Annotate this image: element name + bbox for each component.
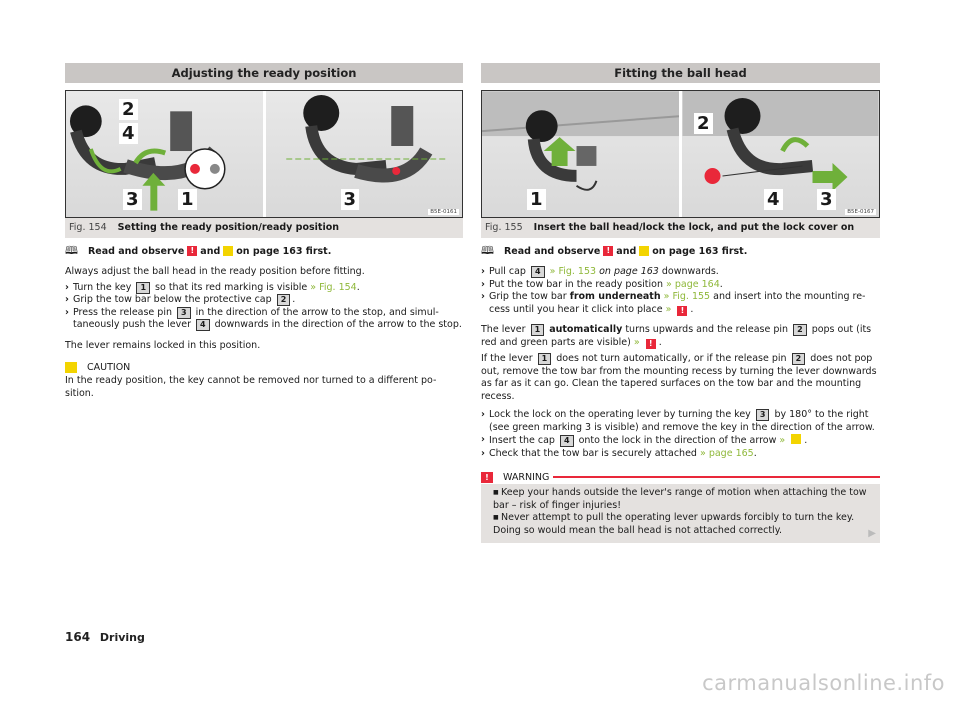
callout-4: 4	[119, 123, 138, 144]
book-icon: 🕮	[481, 243, 494, 257]
figure-154-panel-1	[66, 91, 263, 217]
list-item	[481, 279, 880, 292]
step-text: and insert into the mounting re-cess until you hear it click into place	[489, 291, 866, 315]
page-link[interactable]: » page 164	[666, 278, 720, 290]
caution-link[interactable]: »	[779, 435, 786, 446]
caution-title: CAUTION	[87, 362, 131, 373]
read-observe-and: and	[200, 245, 221, 257]
page-link[interactable]: » page 165	[699, 447, 754, 459]
footer-section: Driving	[99, 631, 145, 644]
step-text: Lock the lock on the operating lever by turning the key	[489, 409, 751, 420]
figure-link[interactable]: » Fig. 154	[310, 281, 357, 293]
page-footer	[65, 630, 145, 644]
steps-list-1	[481, 266, 880, 316]
warning-icon[interactable]: !	[187, 246, 197, 256]
list-item	[481, 487, 880, 512]
step-text: from underneath	[569, 291, 661, 302]
figure-title: Insert the ball head/lock the lock, and put the lock cover on	[533, 222, 855, 233]
warning-text: Never attempt to pull the operating lever upwards forcibly to turn the key. Doing so would mean the ball head is not attached correctly.	[493, 512, 855, 536]
callout-3b: 3	[341, 189, 360, 210]
watermark: carmanualsonline.info	[702, 671, 945, 695]
section-title-right: Fitting the ball head	[481, 63, 880, 83]
section-title-left: Adjusting the ready position	[65, 63, 463, 83]
figure-number: Fig. 155	[485, 222, 523, 233]
figure-caption	[481, 218, 880, 238]
page-number: 164	[65, 630, 91, 644]
read-observe-and: and	[616, 245, 637, 257]
step-text: Pull cap	[489, 266, 526, 277]
step-number: 4	[560, 435, 574, 447]
right-column	[481, 63, 880, 543]
caution-icon[interactable]	[791, 434, 801, 444]
figure-number: Fig. 154	[69, 222, 107, 233]
read-observe-text: Read and observe	[87, 245, 185, 257]
read-and-observe	[481, 244, 880, 258]
steps-list	[65, 282, 463, 332]
step-number: 3	[177, 307, 191, 319]
figure-155	[481, 90, 880, 218]
warning-list	[481, 484, 880, 543]
read-observe-post: on page 163 first.	[652, 245, 748, 257]
figure-155-panel-2	[679, 91, 879, 217]
step-text: in the direction of the arrow to the stop, and simul-taneously push the lever	[73, 306, 439, 330]
step-text: downwards in the direction of the arrow to the stop.	[214, 319, 462, 330]
lever-auto-text	[481, 324, 880, 349]
figure-code: B5E-0167	[847, 209, 874, 215]
list-item	[481, 434, 880, 448]
step-number: 2	[793, 324, 807, 336]
figure-155-panel-1	[482, 91, 679, 217]
read-and-observe	[65, 244, 463, 258]
step-text: so that its red marking is visible	[155, 281, 308, 293]
warning-title: WARNING	[503, 471, 550, 483]
steps-list-2	[481, 409, 880, 460]
ball-head-insert-illustration	[482, 91, 679, 217]
callout-3: 3	[817, 189, 836, 210]
intro-text: Always adjust the ball head in the ready position before fitting.	[65, 266, 365, 277]
text: turns upwards and the release pin	[625, 324, 789, 335]
figure-154	[65, 90, 463, 218]
step-number: 2	[792, 353, 806, 365]
text: The lever	[481, 324, 526, 335]
ball-head-illustration-1	[66, 91, 263, 217]
step-number: 1	[531, 324, 545, 336]
callout-3: 3	[123, 189, 142, 210]
step-text: .	[690, 303, 694, 315]
step-text: Grip the tow bar	[489, 291, 567, 302]
list-item	[481, 291, 880, 316]
step-number: 2	[277, 294, 291, 306]
callout-2: 2	[119, 99, 138, 120]
warning-link[interactable]: »	[665, 303, 672, 315]
step-text: on page 163	[599, 266, 659, 277]
figure-caption	[65, 218, 463, 238]
caution-icon	[65, 362, 77, 373]
list-item	[481, 409, 880, 434]
read-observe-text: Read and observe	[503, 245, 601, 257]
step-text: .	[292, 294, 296, 305]
step-text: Insert the cap	[489, 435, 555, 446]
text: .	[658, 336, 662, 348]
figure-link[interactable]: » Fig. 155	[663, 291, 711, 302]
step-text: .	[719, 278, 723, 290]
left-column	[65, 63, 463, 400]
warning-icon[interactable]: !	[603, 246, 613, 256]
step-text: by 180° to the right (see green marking 3 is visible) and remove the key in the direction of the arrow.	[489, 409, 875, 433]
lever-manual-text	[481, 353, 880, 403]
book-icon: 🕮	[65, 243, 78, 257]
step-text: onto the lock in the direction of the arrow	[578, 435, 777, 446]
warning-heading	[481, 470, 880, 484]
text: does not turn automatically, or if the release pin	[556, 353, 787, 364]
step-number: 1	[136, 282, 150, 294]
figure-link[interactable]: » Fig. 153	[549, 266, 597, 277]
text: does not pop out, remove the tow bar from the mounting recess by turning the lever downwards as far as it can go. Clean the tapered surfaces on the tow bar and the mounting recess.	[481, 353, 877, 402]
text: automatically	[549, 324, 623, 335]
caution-icon[interactable]	[223, 246, 233, 256]
callout-2: 2	[694, 113, 713, 134]
step-text: .	[804, 435, 808, 446]
text: pops out (its red and green parts are visible)	[481, 324, 872, 348]
divider	[553, 476, 880, 478]
text: If the lever	[481, 353, 533, 364]
lever-text: The lever remains locked in this position.	[65, 339, 261, 351]
read-observe-post: on page 163 first.	[236, 245, 332, 257]
step-number: 4	[196, 319, 210, 331]
step-text: downwards.	[661, 266, 719, 277]
list-item	[65, 307, 463, 332]
step-text: Grip the tow bar below the protective cap	[73, 294, 272, 305]
warning-text: Keep your hands outside the lever's range of motion when attaching the tow bar – risk of finger injuries!	[493, 487, 867, 511]
step-number: 4	[531, 266, 545, 278]
ball-head-illustration-2	[266, 91, 463, 217]
figure-title: Setting the ready position/ready position	[117, 222, 340, 233]
step-text: Put the tow bar in the ready position	[489, 278, 663, 290]
warning-icon[interactable]: !	[646, 339, 656, 349]
figure-code: B5E-0161	[430, 209, 457, 215]
callout-1: 1	[527, 189, 546, 210]
step-text: Turn the key	[73, 281, 132, 293]
caution-icon[interactable]	[639, 246, 649, 256]
caution-heading	[65, 361, 463, 374]
list-item	[65, 294, 463, 307]
figure-154-panel-2	[263, 91, 463, 217]
list-item	[481, 512, 880, 537]
step-text: Check that the tow bar is securely attached	[489, 447, 697, 459]
step-text: .	[356, 281, 360, 293]
callout-1: 1	[178, 189, 197, 210]
warning-box	[481, 470, 880, 543]
warning-link[interactable]: »	[633, 336, 640, 348]
list-item	[481, 266, 880, 279]
step-number: 3	[756, 409, 770, 421]
step-text: Press the release pin	[73, 306, 172, 318]
warning-icon[interactable]: !	[677, 306, 687, 316]
caution-text: In the ready position, the key cannot be removed nor turned to a different po-sition.	[65, 375, 437, 399]
warning-triangle-icon: !	[481, 472, 493, 483]
callout-4: 4	[764, 189, 783, 210]
continue-arrow-icon: ▶	[868, 528, 876, 539]
step-text: .	[753, 447, 757, 459]
list-item	[65, 282, 463, 295]
list-item	[481, 448, 880, 461]
step-number: 1	[538, 353, 552, 365]
